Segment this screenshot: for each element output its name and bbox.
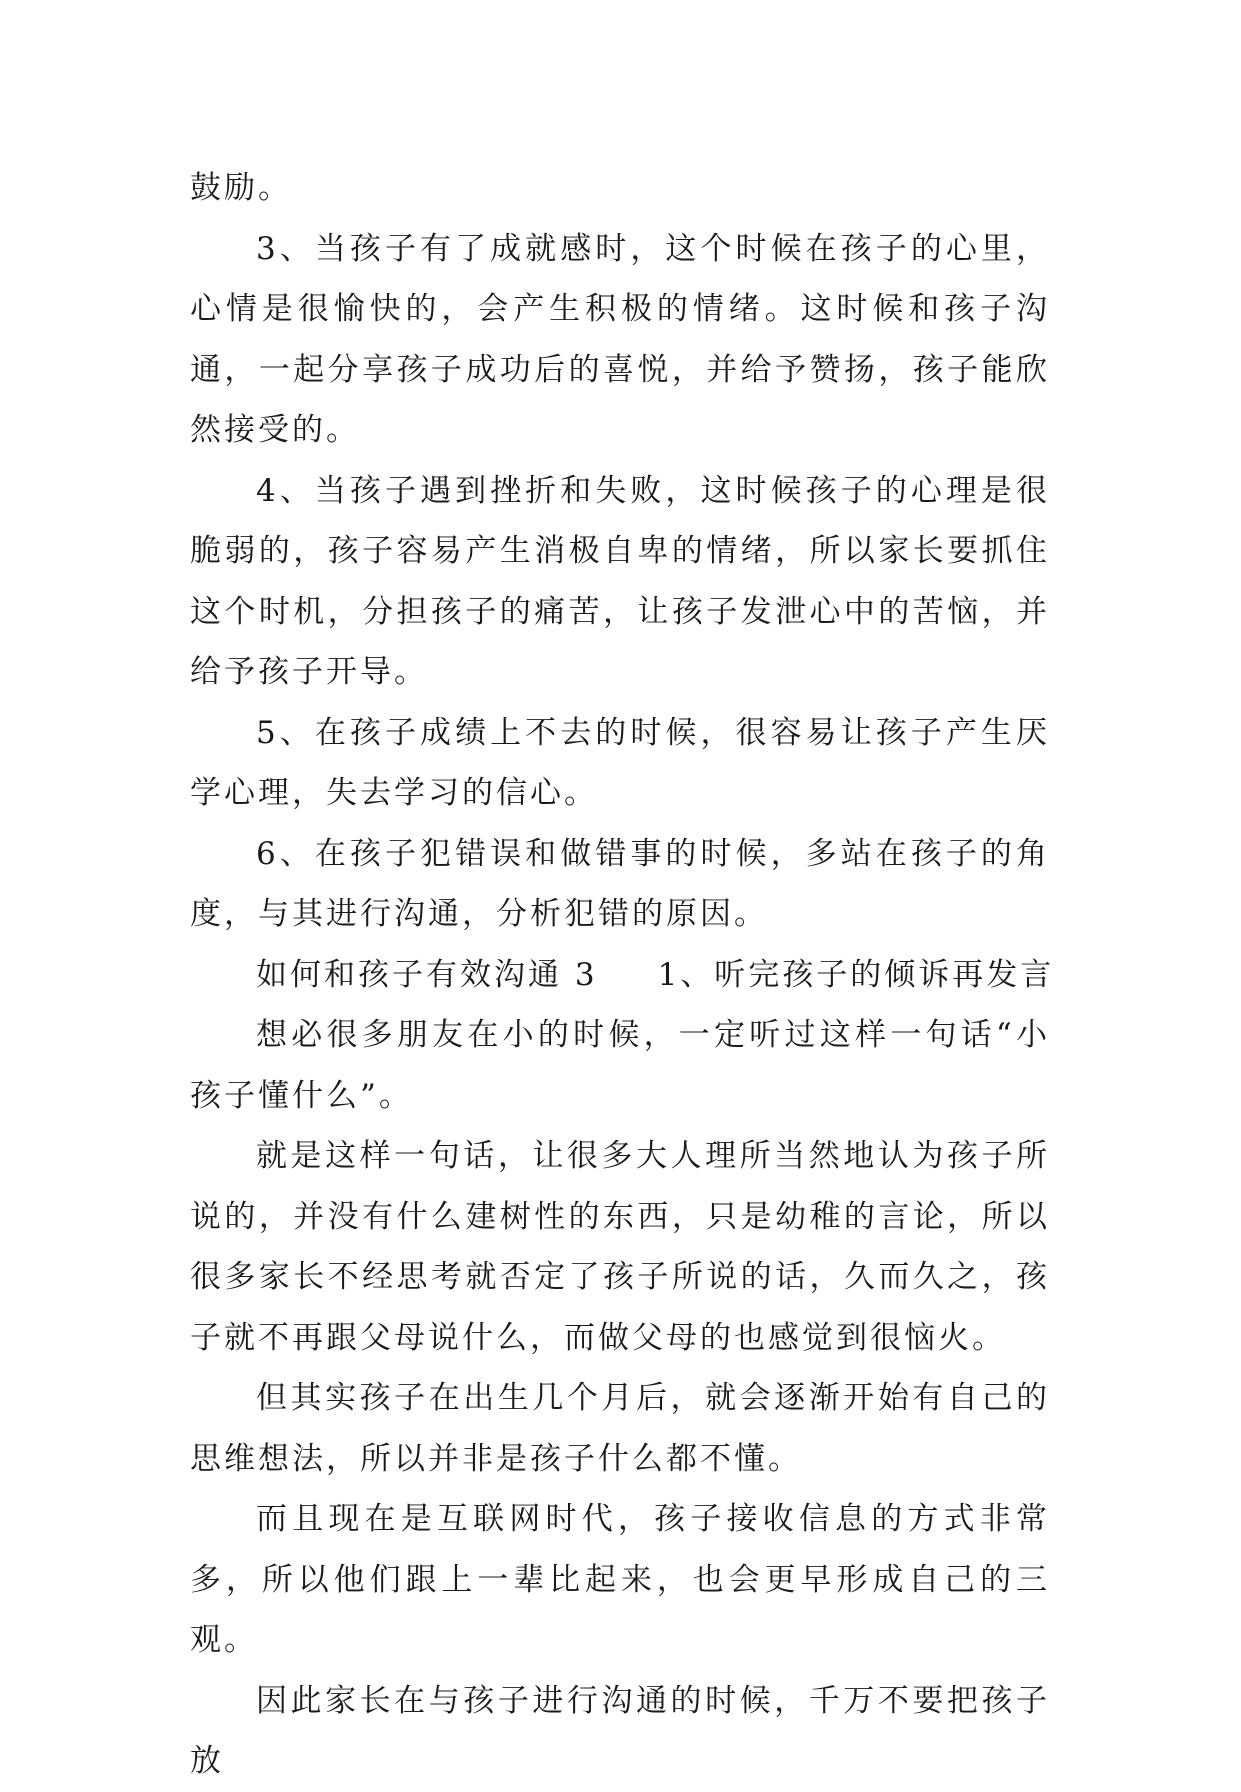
paragraph-item-5: 5、在孩子成绩上不去的时候，很容易让孩子产生厌学心理，失去学习的信心。 xyxy=(190,714,1050,811)
paragraph-body-5: 因此家长在与孩子进行沟通的时候，千万不要把孩子放 xyxy=(190,1682,1050,1779)
paragraph-item-3: 3、当孩子有了成就感时，这个时候在孩子的心里，心情是很愉快的，会产生积极的情绪。这时候和孩子沟通，一起分享孩子成功后的喜悦，并给予赞扬，孩子能欣然接受的。 xyxy=(190,230,1050,448)
paragraph-continuation: 鼓励。 xyxy=(190,170,292,206)
section-title: 如何和孩子有效沟通 3 xyxy=(256,956,598,993)
paragraph-item-4: 4、当孩子遇到挫折和失败，这时候孩子的心理是很脆弱的，孩子容易产生消极自卑的情绪，所以家长要抓住这个时机，分担孩子的痛苦，让孩子发泄心中的苦恼，并给予孩子开导。 xyxy=(190,472,1050,690)
paragraph-body-3: 但其实孩子在出生几个月后，就会逐渐开始有自己的思维想法，所以并非是孩子什么都不懂。 xyxy=(190,1380,1050,1477)
section-heading xyxy=(190,945,1055,1006)
document-body xyxy=(190,158,1055,1792)
paragraph-body-2: 就是这样一句话，让很多大人理所当然地认为孩子所说的，并没有什么建树性的东西，只是幼稚的言论，所以很多家长不经思考就否定了孩子所说的话，久而久之，孩子就不再跟父母说什么，而做父母的也感觉到很恼火。 xyxy=(190,1138,1050,1356)
section-subheading: 1、听完孩子的倾诉再发言 xyxy=(657,956,1055,993)
paragraph-body-4: 而且现在是互联网时代，孩子接收信息的方式非常多，所以他们跟上一辈比起来，也会更早形成自己的三观。 xyxy=(190,1501,1050,1658)
paragraph-item-6: 6、在孩子犯错误和做错事的时候，多站在孩子的角度，与其进行沟通，分析犯错的原因。 xyxy=(190,835,1050,932)
paragraph-body-1: 想必很多朋友在小的时候，一定听过这样一句话“小孩子懂什么”。 xyxy=(190,1017,1050,1114)
